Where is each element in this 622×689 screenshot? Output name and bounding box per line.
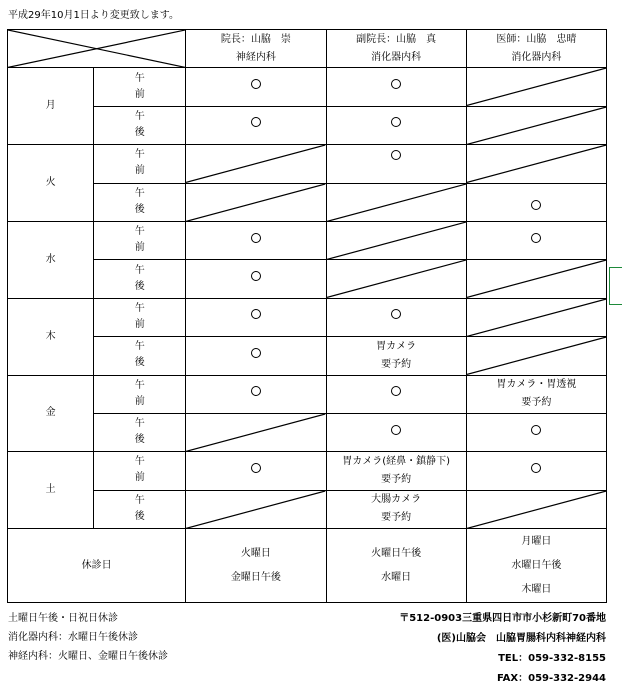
closed-cell [186,145,326,183]
footer-address-line: 〒512-0903三重県四日市市小杉新町70番地 [399,613,606,624]
open-cell [326,413,466,451]
closed-cell [466,337,606,375]
am-label-cell [94,221,186,259]
schedule-row [8,490,607,528]
open-cell [186,106,326,144]
open-cell [186,298,326,336]
pm-label-cell [94,106,186,144]
am-label-cell [94,375,186,413]
open-cell [326,298,466,336]
day-label: 木 [45,330,56,342]
closed-slash-line [467,68,606,105]
half-day-char: 午 [134,187,145,199]
day-cell [8,375,94,452]
pm-label-cell [94,183,186,221]
half-day-char: 前 [134,242,145,254]
half-day-label [135,147,145,179]
open-cell [466,221,606,259]
schedule-row [8,183,607,221]
closed-cell [186,183,326,221]
half-day-label [135,416,145,448]
open-cell [466,413,606,451]
note-text: 要予約 [521,397,552,409]
open-circle-icon [391,117,401,127]
doctor-title: 院長：山脇 崇 [220,33,291,45]
pm-label-cell [94,260,186,298]
open-cell [326,106,466,144]
notice-text: 平成29年10月1日より変更致します。 [8,10,180,21]
open-circle-icon [391,150,401,160]
day-cell [8,68,94,145]
schedule-row [8,221,607,259]
open-circle-icon [531,233,541,243]
open-circle-icon [251,271,261,281]
closed-days-cell [186,529,326,603]
open-circle-icon [391,386,401,396]
closed-slash-line [186,145,325,182]
open-cell [186,375,326,413]
note-text: 胃カメラ(経鼻・鎮静下) [342,455,451,467]
schedule-row [8,337,607,375]
doctor-department: 神経内科 [235,51,276,63]
open-cell [186,68,326,106]
open-cell [186,221,326,259]
open-circle-icon [531,425,541,435]
closed-cell [186,490,326,528]
closed-slash-line [186,491,325,528]
day-cell [8,145,94,222]
day-cell [8,452,94,529]
day-label: 土 [45,484,56,496]
half-day-char: 後 [134,434,145,446]
closed-slash-line [186,414,325,451]
closed-cell [326,221,466,259]
note-text: 大腸カメラ [371,494,422,506]
open-cell [186,452,326,490]
note-cell [466,375,606,413]
open-circle-icon [251,463,261,473]
doctor-header [466,30,606,68]
closed-days-cell [326,529,466,603]
closed-slash-line [327,222,466,259]
open-circle-icon [251,233,261,243]
half-day-char: 午 [134,494,145,506]
closed-day-text: 水曜日午後 [511,559,562,571]
schedule-row [8,375,607,413]
footer-address-line: FAX：059-332-2944 [496,673,606,684]
open-cell [326,375,466,413]
closed-days-label: 休診日 [81,559,112,571]
open-cell [186,260,326,298]
doctor-header [186,30,326,68]
half-day-label [135,454,145,486]
closed-slash-line [467,491,606,528]
half-day-label [135,339,145,371]
closed-cell [466,490,606,528]
half-day-label [135,378,145,410]
half-day-char: 午 [134,418,145,430]
schedule-row [8,68,607,106]
closed-slash-line [467,260,606,297]
half-day-char: 前 [134,472,145,484]
closed-cell [326,260,466,298]
header-corner-cell [8,30,186,68]
half-day-char: 午 [134,110,145,122]
closed-day-text: 火曜日午後 [371,547,422,559]
day-label: 金 [45,407,56,419]
note-text: 要予約 [381,512,412,524]
half-day-char: 後 [134,357,145,369]
schedule-row [8,452,607,490]
half-day-label [135,71,145,103]
open-cell [466,183,606,221]
pm-label-cell [94,413,186,451]
note-cell [326,452,466,490]
closed-slash-line [186,184,325,221]
open-cell [326,68,466,106]
half-day-label [135,224,145,256]
open-circle-icon [251,117,261,127]
closed-days-cell [466,529,606,603]
closed-slash-line [467,107,606,144]
open-circle-icon [251,309,261,319]
schedule-row [8,413,607,451]
half-day-label [135,109,145,141]
open-circle-icon [391,79,401,89]
open-circle-icon [251,386,261,396]
half-day-char: 後 [134,510,145,522]
day-cell [8,298,94,375]
half-day-char: 午 [134,149,145,161]
closed-cell [466,68,606,106]
doctor-department: 消化器内科 [511,51,562,63]
doctor-department: 消化器内科 [371,51,422,63]
half-day-char: 前 [134,318,145,330]
closed-days-label-cell [8,529,186,603]
closed-cell [466,260,606,298]
closed-cell [466,298,606,336]
closed-days-row [8,529,607,603]
open-cell [326,145,466,183]
half-day-char: 午 [134,72,145,84]
note-cell [326,490,466,528]
closed-day-text: 火曜日 [240,547,271,559]
schedule-row [8,298,607,336]
closed-slash-line [327,184,466,221]
closed-slash-line [327,260,466,297]
day-label: 月 [45,100,56,112]
half-day-char: 午 [134,456,145,468]
half-day-char: 午 [134,341,145,353]
open-cell [466,452,606,490]
schedule-row [8,145,607,183]
header-row [8,30,607,68]
footer-note-line: 神経内科：火曜日、金曜日午後休診 [8,651,168,662]
closed-slash-line [467,145,606,182]
open-cell [186,337,326,375]
am-label-cell [94,145,186,183]
half-day-label [135,186,145,218]
day-label: 水 [45,253,56,265]
am-label-cell [94,452,186,490]
closed-day-text: 木曜日 [521,583,552,595]
am-label-cell [94,68,186,106]
closed-cell [186,413,326,451]
half-day-label [135,301,145,333]
half-day-char: 後 [134,126,145,138]
half-day-char: 後 [134,203,145,215]
half-day-char: 後 [134,280,145,292]
half-day-label [135,493,145,525]
closed-cell [326,183,466,221]
doctor-title: 医師：山脇 忠晴 [496,33,577,45]
footer-note-line: 消化器内科：水曜日午後休診 [8,632,138,643]
day-cell [8,221,94,298]
schedule-row [8,260,607,298]
footer-note-line: 土曜日午後・日祝日休診 [8,613,118,624]
closed-cell [466,106,606,144]
doctor-header [326,30,466,68]
doctor-title: 副院長：山脇 真 [356,33,437,45]
open-circle-icon [251,79,261,89]
pm-label-cell [94,337,186,375]
half-day-char: 前 [134,395,145,407]
schedule-table [7,29,607,603]
open-circle-icon [391,309,401,319]
closed-cell [466,145,606,183]
note-text: 胃カメラ・胃透視 [496,379,577,391]
note-text: 要予約 [381,358,412,370]
open-circle-icon [251,348,261,358]
half-day-char: 午 [134,264,145,276]
half-day-char: 前 [134,165,145,177]
closed-slash-line [467,337,606,374]
pm-label-cell [94,490,186,528]
closed-day-text: 月曜日 [521,535,552,547]
half-day-label [135,263,145,295]
am-label-cell [94,298,186,336]
selection-marker [609,267,622,305]
note-text: 胃カメラ [376,340,417,352]
footer-address-line: (医)山脇会 山脇胃腸科内科神経内科 [436,633,606,644]
note-cell [326,337,466,375]
footer-address-line: TEL：059-332-8155 [498,653,606,664]
half-day-char: 午 [134,302,145,314]
open-circle-icon [531,463,541,473]
note-text: 要予約 [381,473,412,485]
half-day-char: 午 [134,379,145,391]
open-circle-icon [531,200,541,210]
closed-day-text: 金曜日午後 [230,571,281,583]
half-day-char: 午 [134,226,145,238]
closed-slash-line [467,299,606,336]
closed-day-text: 水曜日 [381,571,412,583]
open-circle-icon [391,425,401,435]
half-day-char: 前 [134,88,145,100]
schedule-row [8,106,607,144]
day-label: 火 [45,177,56,189]
